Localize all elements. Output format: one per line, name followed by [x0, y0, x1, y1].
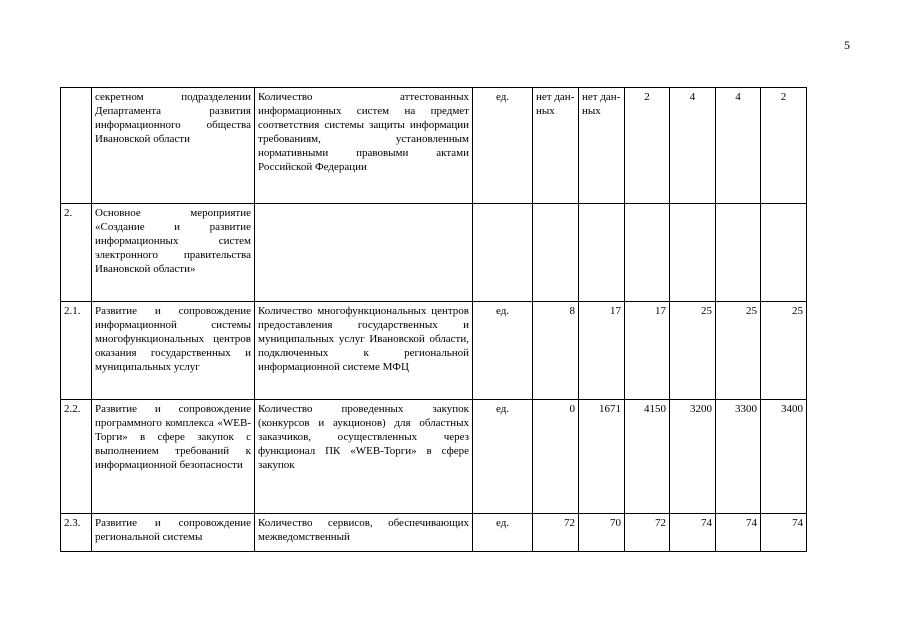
value-cell: 72	[625, 514, 670, 552]
activity-name: Развитие и сопровождение региональной системы	[92, 514, 255, 552]
row-number: 2.3.	[61, 514, 92, 552]
value-cell	[625, 204, 670, 302]
value-cell: 25	[761, 302, 807, 400]
page-number: 5	[844, 38, 850, 52]
row-number: 2.2.	[61, 400, 92, 514]
value-cell: 2	[761, 88, 807, 204]
value-cell: 3400	[761, 400, 807, 514]
value-cell: 17	[579, 302, 625, 400]
table-row	[61, 400, 807, 514]
value-cell	[533, 204, 579, 302]
value-cell: 74	[716, 514, 761, 552]
activity-name: Развитие и сопровождение информационной системы многофункциональных центров оказания государственных и муниципальных услуг	[92, 302, 255, 400]
indicator-name: Количество многофункциональных центров предоставления государственных и муниципальных услуг Ивановской области, подключенных к региональной информационной системе МФЦ	[255, 302, 473, 400]
value-cell: 4	[716, 88, 761, 204]
value-cell: 1671	[579, 400, 625, 514]
row-number: 2.1.	[61, 302, 92, 400]
value-cell: 25	[670, 302, 716, 400]
table-row	[61, 302, 807, 400]
unit: ед.	[473, 514, 533, 552]
unit: ед.	[473, 88, 533, 204]
indicator-name	[255, 204, 473, 302]
value-cell: 74	[761, 514, 807, 552]
unit: ед.	[473, 302, 533, 400]
value-cell: нет дан- ных	[579, 88, 625, 204]
value-cell: 0	[533, 400, 579, 514]
value-cell: 4150	[625, 400, 670, 514]
value-cell: 2	[625, 88, 670, 204]
activity-name: секретном подразделении Департамента развития информационного общества Ивановской области	[92, 88, 255, 204]
indicators-table	[60, 87, 807, 552]
value-cell: 72	[533, 514, 579, 552]
value-cell	[670, 204, 716, 302]
table-row	[61, 514, 807, 552]
value-cell: 25	[716, 302, 761, 400]
unit: ед.	[473, 400, 533, 514]
value-cell	[579, 204, 625, 302]
value-cell	[761, 204, 807, 302]
activity-name: Развитие и сопровождение программного комплекса «WEB-Торги» в сфере закупок с выполнением требований к информационной безопасности	[92, 400, 255, 514]
activity-name: Основное мероприятие «Создание и развитие информационных систем электронного правительства Ивановской области»	[92, 204, 255, 302]
value-cell: 3200	[670, 400, 716, 514]
value-cell: 74	[670, 514, 716, 552]
unit	[473, 204, 533, 302]
row-number	[61, 88, 92, 204]
table-row	[61, 88, 807, 204]
table-row	[61, 204, 807, 302]
value-cell: 17	[625, 302, 670, 400]
value-cell: 4	[670, 88, 716, 204]
value-cell: нет дан- ных	[533, 88, 579, 204]
indicator-name: Количество проведенных закупок (конкурсов и аукционов) для областных заказчиков, осуществленных через функционал ПК «WEB-Торги» в сфере закупок	[255, 400, 473, 514]
value-cell	[716, 204, 761, 302]
indicator-name: Количество аттестованных информационных систем на предмет соответствия системы защиты информации требованиям, установленным нормативными правовыми актами Российской Федерации	[255, 88, 473, 204]
value-cell: 8	[533, 302, 579, 400]
value-cell: 70	[579, 514, 625, 552]
value-cell: 3300	[716, 400, 761, 514]
row-number: 2.	[61, 204, 92, 302]
indicator-name: Количество сервисов, обеспечивающих межведомственный	[255, 514, 473, 552]
